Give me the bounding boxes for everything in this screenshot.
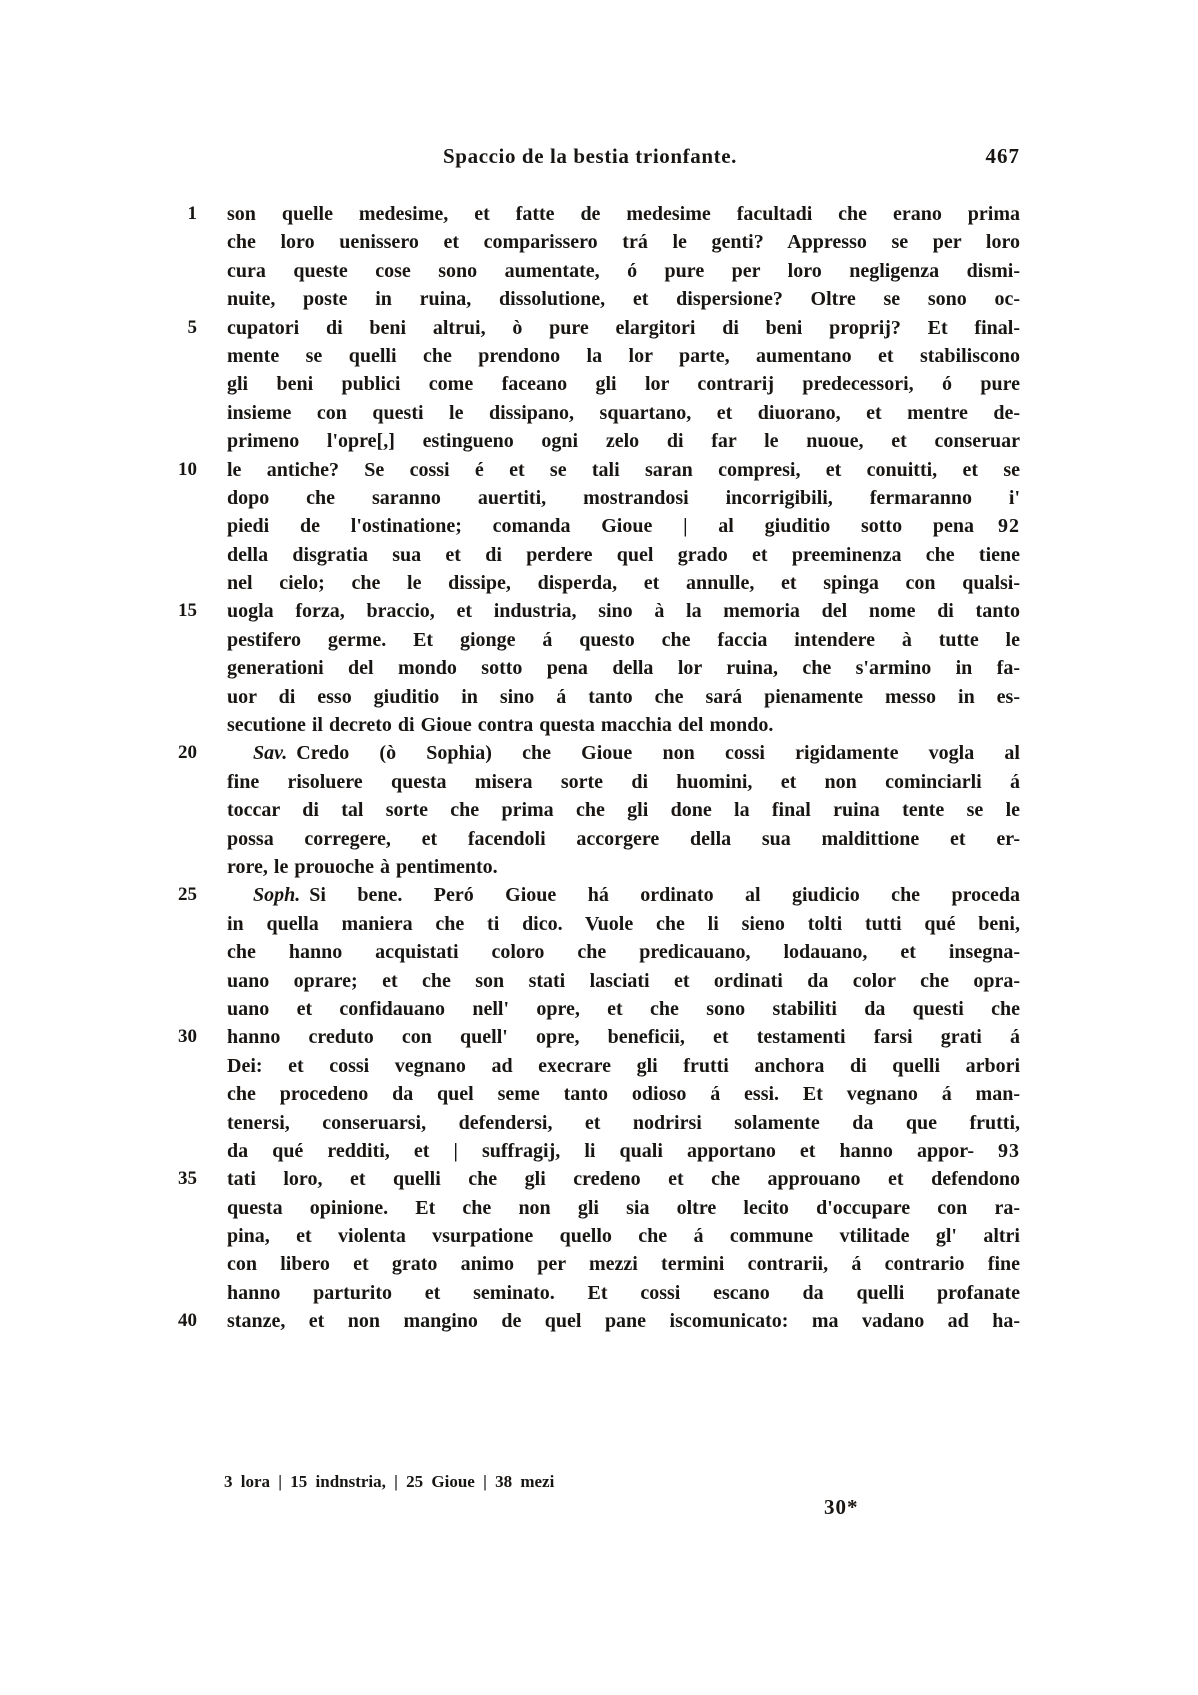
text-line (160, 456, 1020, 484)
text-line (160, 1279, 1020, 1307)
line-number (160, 1279, 197, 1307)
line-text: uano et confidauano nell' opre, et che sono stabiliti da questi che (227, 997, 1020, 1020)
line-text: che hanno acquistati coloro che predicauano, lodauano, et insegna- (227, 941, 1020, 964)
text-line (160, 1307, 1020, 1335)
line-number: 30 (178, 1026, 197, 1048)
text-line (160, 853, 1020, 881)
text-line (160, 626, 1020, 654)
line-text: toccar di tal sorte che prima che gli done la final ruina tente se le (227, 799, 1020, 822)
text-line (160, 967, 1020, 995)
text-line (160, 427, 1020, 455)
running-header (160, 141, 1020, 171)
text-line (160, 399, 1020, 427)
text-line (160, 569, 1020, 597)
line-number (160, 427, 197, 455)
line-number (160, 257, 197, 285)
sheet-signature: 30* (824, 1495, 859, 1519)
text-line (160, 200, 1020, 228)
text-line (160, 1194, 1020, 1222)
text-line (160, 484, 1020, 512)
line-number: 20 (178, 742, 197, 764)
text-line (160, 1052, 1020, 1080)
line-text: secutione il decreto di Gioue contra questa macchia del mondo. (227, 714, 774, 737)
line-number (160, 370, 197, 398)
line-number: 25 (178, 884, 197, 906)
text-line (160, 825, 1020, 853)
line-text: che procedeno da quel seme tanto odioso á essi. Et vegnano á man- (227, 1083, 1020, 1106)
line-text: cupatori di beni altrui, ò pure elargitori di beni proprij? Et final- (227, 316, 1020, 339)
line-number (160, 1080, 197, 1108)
line-number: 15 (178, 600, 197, 622)
text-line (160, 654, 1020, 682)
line-text: in quella maniera che ti dico. Vuole che li sieno tolti tutti qué beni, (227, 912, 1020, 935)
line-text: hanno creduto con quell' opre, beneficii, et testamenti farsi grati á (227, 1026, 1020, 1049)
text-line (160, 796, 1020, 824)
speaker-abbreviation: Sav. (253, 742, 288, 765)
line-number (160, 512, 197, 540)
line-text: della disgratia sua et di perdere quel grado et preeminenza che tiene (227, 543, 1020, 566)
line-text: uor di esso giuditio in sino á tanto che sará pienamente messo in es- (227, 685, 1020, 708)
text-line (160, 370, 1020, 398)
text-line (160, 1165, 1020, 1193)
line-number (160, 711, 197, 739)
line-text: le antiche? Se cossi é et se tali saran compresi, et conuitti, et se (227, 458, 1020, 481)
line-text: da qué redditi, et | suffragij, li quali apportano et hanno appor- (227, 1139, 974, 1162)
text-line (160, 910, 1020, 938)
line-text: son quelle medesime, et fatte de medesime facultadi che erano prima (227, 203, 1020, 225)
text-line (160, 995, 1020, 1023)
line-text: fine risoluere questa misera sorte di huomini, et non cominciarli á (227, 770, 1020, 793)
line-number (160, 285, 197, 313)
line-text: dopo che saranno auertiti, mostrandosi incorrigibili, fermaranno i' (227, 486, 1020, 509)
line-text: uano oprare; et che son stati lasciati et ordinati da color che opra- (227, 969, 1020, 992)
critical-apparatus: 3 lora | 15 indnstria, | 25 Gioue | 38 mezi (224, 1472, 555, 1491)
text-line (160, 739, 1020, 767)
text-line (160, 881, 1020, 909)
line-number (160, 342, 197, 370)
line-number (160, 853, 197, 881)
line-number (160, 967, 197, 995)
line-text: nuite, poste in ruina, dissolutione, et dispersione? Oltre se sono oc- (227, 288, 1020, 311)
line-text: uogla forza, braccio, et industria, sino à la memoria del nome di tanto (227, 600, 1020, 623)
text-line (160, 1222, 1020, 1250)
line-number (160, 1109, 197, 1137)
line-number: 10 (178, 458, 197, 480)
line-number (160, 484, 197, 512)
line-text: tenersi, conseruarsi, defendersi, et nodrirsi solamente da que frutti, (227, 1111, 1020, 1134)
text-line (160, 1137, 1020, 1165)
line-number (160, 938, 197, 966)
line-number: 35 (178, 1168, 197, 1190)
line-text: Sav. Credo (ò Sophia) che Gioue non cossi rigidamente vogla al (253, 742, 1020, 765)
line-number (160, 1250, 197, 1278)
text-line (160, 285, 1020, 313)
text-line (160, 541, 1020, 569)
line-text: primeno l'opre[,] estingueno ogni zelo di far le nuoue, et conseruar (227, 430, 1020, 453)
text-line (160, 1023, 1020, 1051)
text-block (160, 200, 1020, 1336)
line-number (160, 1137, 197, 1165)
line-text: piedi de l'ostinatione; comanda Gioue | al giuditio sotto pena (227, 515, 974, 538)
line-number (160, 683, 197, 711)
text-line (160, 512, 1020, 540)
line-text: con libero et grato animo per mezzi termini contrarii, á contrario fine (227, 1253, 1020, 1276)
line-text: tati loro, et quelli che gli credeno et che approuano et defendono (227, 1168, 1020, 1191)
line-number (160, 569, 197, 597)
line-text: insieme con questi le dissipano, squartano, et diuorano, et mentre de- (227, 401, 1020, 424)
text-line (160, 1080, 1020, 1108)
line-number (160, 910, 197, 938)
margin-folio-number: 92 (998, 515, 1020, 538)
text-line (160, 711, 1020, 739)
line-text: hanno parturito et seminato. Et cossi escano da quelli profanate (227, 1281, 1020, 1304)
line-number (160, 654, 197, 682)
line-text: cura queste cose sono aumentate, ó pure per loro negligenza dismi- (227, 259, 1020, 282)
line-number (160, 626, 197, 654)
line-number: 40 (178, 1310, 197, 1332)
line-text: Soph. Si bene. Peró Gioue há ordinato al giudicio che proceda (253, 884, 1020, 907)
line-text: rore, le prouoche à pentimento. (227, 855, 498, 878)
line-text: nel cielo; che le dissipe, disperda, et annulle, et spinga con qualsi- (227, 572, 1020, 595)
line-text: pina, et violenta vsurpatione quello che á commune vtilitade gl' altri (227, 1225, 1020, 1248)
line-number: 5 (187, 316, 197, 338)
text-line (160, 597, 1020, 625)
text-line (160, 1109, 1020, 1137)
line-number (160, 1222, 197, 1250)
text-line (160, 314, 1020, 342)
line-number (160, 1052, 197, 1080)
line-number (160, 768, 197, 796)
text-line (160, 228, 1020, 256)
line-text: questa opinione. Et che non gli sia oltre lecito d'occupare con ra- (227, 1196, 1020, 1219)
page-number: 467 (985, 144, 1020, 168)
line-number (160, 399, 197, 427)
line-text: mente se quelli che prendono la lor parte, aumentano et stabiliscono (227, 344, 1020, 367)
line-number (160, 825, 197, 853)
line-text: possa corregere, et facendoli accorgere della sua maldittione et er- (227, 827, 1020, 850)
text-line (160, 1250, 1020, 1278)
line-text: generationi del mondo sotto pena della lor ruina, che s'armino in fa- (227, 657, 1020, 680)
line-number: 1 (187, 203, 197, 224)
speaker-abbreviation: Soph. (253, 884, 301, 907)
line-number (160, 796, 197, 824)
line-text: che loro uenissero et comparissero trá le genti? Appresso se per loro (227, 231, 1020, 254)
line-text: gli beni publici come faceano gli lor contrarij predecessori, ó pure (227, 373, 1020, 396)
line-text: Dei: et cossi vegnano ad execrare gli frutti anchora di quelli arbori (227, 1054, 1020, 1077)
text-line (160, 342, 1020, 370)
line-number (160, 995, 197, 1023)
margin-folio-number: 93 (998, 1139, 1020, 1162)
text-line (160, 257, 1020, 285)
line-text: pestifero germe. Et gionge á questo che faccia intendere à tutte le (227, 628, 1020, 651)
line-number (160, 541, 197, 569)
running-title: Spaccio de la bestia trionfante. (443, 144, 737, 168)
text-line (160, 938, 1020, 966)
line-number (160, 228, 197, 256)
line-number (160, 1194, 197, 1222)
text-line (160, 683, 1020, 711)
text-line (160, 768, 1020, 796)
line-text: stanze, et non mangino de quel pane iscomunicato: ma vadano ad ha- (227, 1310, 1020, 1333)
